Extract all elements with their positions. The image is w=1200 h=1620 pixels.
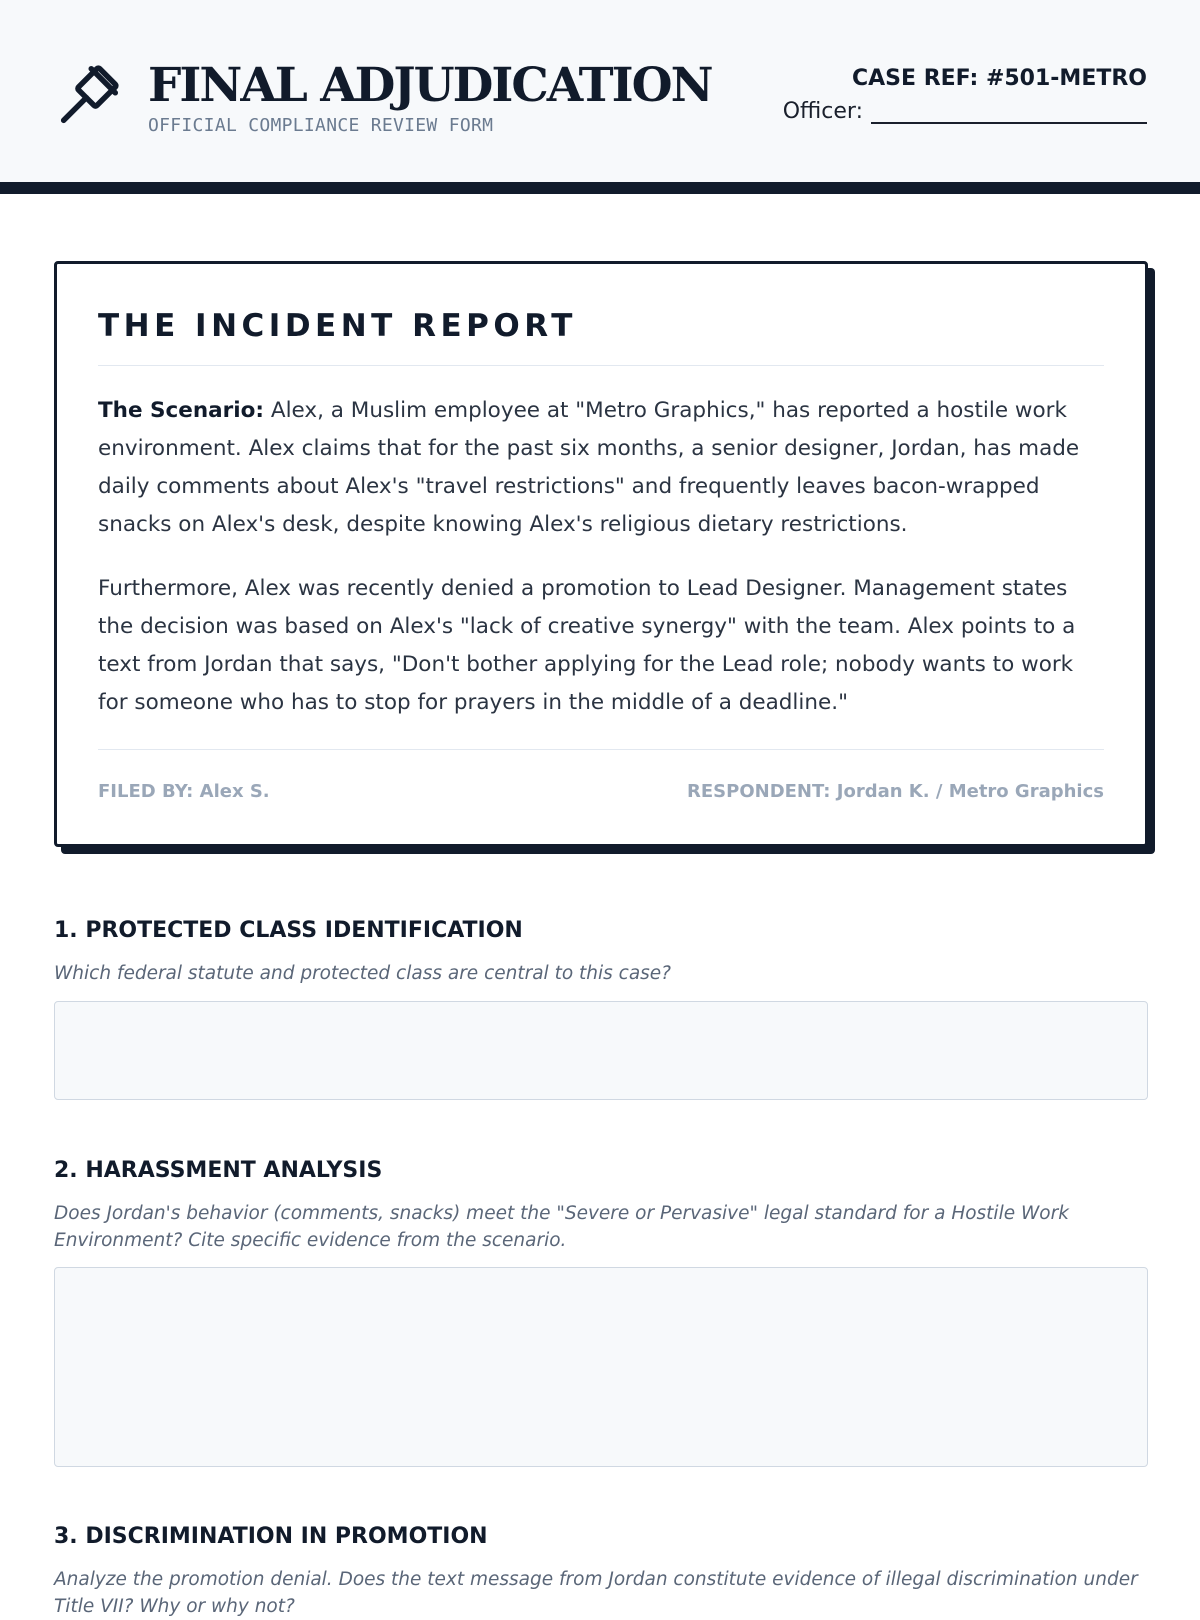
incident-report-card bbox=[54, 261, 1148, 847]
question-3-description: Analyze the promotion denial. Does the text message from Jordan constitute evidence of illegal discrimination under Title VII? Why or why not? bbox=[54, 1569, 1138, 1617]
page-subtitle: OFFICIAL COMPLIANCE REVIEW FORM bbox=[148, 115, 494, 136]
question-2-title: 2. HARASSMENT ANALYSIS bbox=[54, 1158, 383, 1183]
page-title: FINAL ADJUDICATION bbox=[148, 58, 712, 113]
promotion-paragraph: Furthermore, Alex was recently denied a promotion to Lead Designer. Management states the decision was based on Alex's "lack of creative synergy" with the team. Alex points to a text from Jordan that says, "Don't bother applying for the Lead role; nobody wants to work for someone who has to stop for prayers in the middle of a deadline." bbox=[98, 576, 1076, 715]
scenario-label: The Scenario: bbox=[98, 398, 265, 423]
officer-label: Officer: bbox=[782, 99, 863, 124]
officer-field bbox=[783, 99, 1147, 124]
scenario-text: Alex, a Muslim employee at "Metro Graphics," has reported a hostile work environment. Alex claims that for the past six months, a senior designer, Jordan, has made daily comments about Alex's "travel restrictions" and frequently leaves bacon-wrapped snacks on Alex's desk, despite knowing Alex's religious dietary restrictions. bbox=[98, 398, 1080, 537]
question-2-answer-field[interactable] bbox=[54, 1267, 1148, 1467]
question-1-description: Which federal statute and protected class are central to this case? bbox=[54, 963, 672, 984]
scenario-paragraph bbox=[98, 392, 1108, 544]
divider bbox=[98, 365, 1104, 366]
divider bbox=[98, 749, 1104, 750]
question-1-answer-field[interactable] bbox=[54, 1001, 1148, 1100]
question-2-description: Does Jordan's behavior (comments, snacks) meet the "Severe or Pervasive" legal standard for a Hostile Work Environment? Cite specific evidence from the scenario. bbox=[54, 1203, 1069, 1251]
gavel-icon bbox=[54, 64, 120, 130]
page-header bbox=[0, 0, 1200, 194]
question-1-title: 1. PROTECTED CLASS IDENTIFICATION bbox=[54, 918, 523, 943]
incident-report-title: THE INCIDENT REPORT bbox=[98, 308, 577, 344]
question-3-title: 3. DISCRIMINATION IN PROMOTION bbox=[54, 1524, 488, 1549]
respondent: RESPONDENT: Jordan K. / Metro Graphics bbox=[687, 781, 1104, 802]
officer-signature-line[interactable] bbox=[871, 102, 1147, 124]
filed-by: FILED BY: Alex S. bbox=[98, 781, 270, 802]
case-reference: CASE REF: #501-METRO bbox=[851, 66, 1147, 91]
